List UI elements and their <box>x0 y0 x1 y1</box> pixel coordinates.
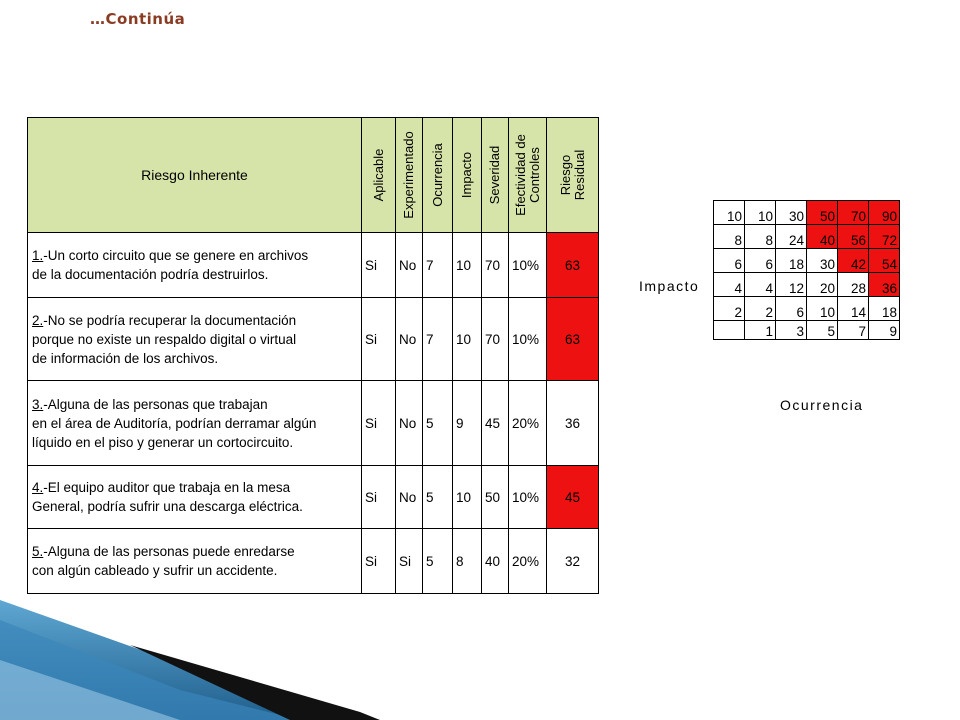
matrix-cell: 42 <box>838 249 869 273</box>
cell-impacto: 8 <box>453 529 482 594</box>
matrix-cell: 10 <box>714 201 745 225</box>
matrix-cell: 36 <box>869 273 900 297</box>
risk-number: 4. <box>32 480 44 495</box>
cell-impacto: 10 <box>453 298 482 381</box>
table-row <box>28 233 599 298</box>
risk-line: -No se podría recuperar la documentación <box>43 312 297 328</box>
cell-ocurrencia: 5 <box>423 381 453 466</box>
risk-number: 2. <box>32 312 44 328</box>
cell-severidad: 70 <box>482 298 509 381</box>
matrix-cell: 10 <box>807 297 838 321</box>
matrix-cell: 14 <box>838 297 869 321</box>
matrix-row <box>714 321 900 340</box>
risk-number: 3. <box>32 396 44 412</box>
matrix-row <box>714 201 900 225</box>
header-ocurrencia-text: Ocurrencia <box>429 143 445 207</box>
header-aplicable-text: Aplicable <box>370 148 386 202</box>
cell-severidad: 40 <box>482 529 509 594</box>
cell-efectividad: 10% <box>509 233 547 298</box>
matrix-cell: 70 <box>838 201 869 225</box>
risk-line: líquido en el piso y generar un cortocircuito. <box>32 434 294 450</box>
cell-impacto: 10 <box>453 233 482 298</box>
matrix-cell: 8 <box>745 225 776 249</box>
cell-riesgo-residual: 63 <box>547 298 599 381</box>
matrix-cell: 72 <box>869 225 900 249</box>
header-residual-text <box>559 150 587 201</box>
header-efectividad <box>509 118 547 233</box>
cell-aplicable: Si <box>362 233 396 298</box>
matrix-cell: 30 <box>776 201 807 225</box>
risk-line: -Alguna de las personas puede enredarse <box>43 544 295 559</box>
risk-matrix-grid <box>713 200 900 340</box>
cell-aplicable: Si <box>362 466 396 529</box>
header-severidad-text: Severidad <box>487 145 502 205</box>
table-row <box>28 298 599 381</box>
risk-line: con algún cableado y sufrir un accidente. <box>32 563 278 578</box>
matrix-row <box>714 273 900 297</box>
header-experimentado <box>396 118 423 233</box>
risk-description <box>28 466 362 529</box>
cell-experimentado: No <box>396 233 423 298</box>
risk-line: en el área de Auditoría, podrían derramar algún <box>32 415 317 431</box>
matrix-cell: 18 <box>869 297 900 321</box>
matrix-cell: 2 <box>745 297 776 321</box>
risk-line: General, podría sufrir una descarga eléctrica. <box>32 499 303 514</box>
header-ocurrencia <box>423 118 453 233</box>
matrix-row <box>714 249 900 273</box>
matrix-cell: 90 <box>869 201 900 225</box>
risk-table <box>27 117 599 594</box>
header-efectividad-line1: Efectividad de <box>512 134 528 216</box>
matrix-cell: 24 <box>776 225 807 249</box>
cell-ocurrencia: 5 <box>423 466 453 529</box>
cell-severidad: 70 <box>482 233 509 298</box>
matrix-cell: 50 <box>807 201 838 225</box>
cell-efectividad: 20% <box>509 529 547 594</box>
matrix-ocurrencia-label: Ocurrencia <box>780 397 864 413</box>
table-row <box>28 529 599 594</box>
cell-ocurrencia: 7 <box>423 233 453 298</box>
matrix-impacto-label: Impacto <box>639 278 700 294</box>
header-experimentado-text: Experimentado <box>401 131 416 219</box>
risk-line: -Un corto circuito que se genere en archivos <box>43 248 309 263</box>
matrix-cell: 6 <box>714 249 745 273</box>
risk-number: 5. <box>32 544 44 559</box>
matrix-cell: 3 <box>776 321 807 340</box>
table-header-row <box>28 118 599 233</box>
matrix-cell: 12 <box>776 273 807 297</box>
cell-aplicable: Si <box>362 298 396 381</box>
header-impacto <box>453 118 482 233</box>
cell-efectividad: 10% <box>509 298 547 381</box>
risk-description <box>28 298 362 381</box>
risk-line: de información de los archivos. <box>32 350 219 366</box>
header-residual-line2: Residual <box>571 149 587 201</box>
matrix-cell: 9 <box>869 321 900 340</box>
cell-severidad: 45 <box>482 381 509 466</box>
header-residual-line1: Riesgo <box>557 154 573 196</box>
cell-riesgo-residual: 36 <box>547 381 599 466</box>
matrix-cell: 6 <box>776 297 807 321</box>
matrix-cell: 18 <box>776 249 807 273</box>
matrix-cell: 28 <box>838 273 869 297</box>
matrix-cell: 6 <box>745 249 776 273</box>
matrix-cell: 10 <box>745 201 776 225</box>
cell-experimentado: No <box>396 298 423 381</box>
matrix-cell: 56 <box>838 225 869 249</box>
cell-aplicable: Si <box>362 381 396 466</box>
continua-heading: …Continúa <box>90 10 186 28</box>
cell-aplicable: Si <box>362 529 396 594</box>
risk-number: 1. <box>32 248 44 263</box>
matrix-cell <box>714 321 745 340</box>
table-row <box>28 381 599 466</box>
cell-efectividad: 10% <box>509 466 547 529</box>
cell-efectividad: 20% <box>509 381 547 466</box>
cell-riesgo-residual: 45 <box>547 466 599 529</box>
matrix-cell: 4 <box>714 273 745 297</box>
header-impacto-text: Impacto <box>459 151 474 199</box>
cell-impacto: 10 <box>453 466 482 529</box>
cell-riesgo-residual: 32 <box>547 529 599 594</box>
risk-line: -Alguna de las personas que trabajan <box>43 396 268 412</box>
header-efectividad-line2: Controles <box>526 147 542 203</box>
matrix-cell: 20 <box>807 273 838 297</box>
matrix-row <box>714 297 900 321</box>
header-riesgo-inherente: Riesgo Inherente <box>28 118 362 233</box>
header-riesgo-residual <box>547 118 599 233</box>
risk-line: -El equipo auditor que trabaja en la mesa <box>43 480 291 495</box>
cell-experimentado: No <box>396 466 423 529</box>
risk-matrix <box>713 200 900 340</box>
risk-line: porque no existe un respaldo digital o virtual <box>32 331 297 347</box>
risk-description <box>28 381 362 466</box>
header-severidad <box>482 118 509 233</box>
matrix-cell: 1 <box>745 321 776 340</box>
matrix-cell: 5 <box>807 321 838 340</box>
matrix-cell: 40 <box>807 225 838 249</box>
decorative-swoosh <box>0 590 960 720</box>
risk-line: de la documentación podría destruirlos. <box>32 267 269 282</box>
cell-ocurrencia: 5 <box>423 529 453 594</box>
risk-description <box>28 529 362 594</box>
risk-description <box>28 233 362 298</box>
matrix-row <box>714 225 900 249</box>
matrix-cell: 7 <box>838 321 869 340</box>
matrix-cell: 4 <box>745 273 776 297</box>
matrix-cell: 54 <box>869 249 900 273</box>
matrix-cell: 30 <box>807 249 838 273</box>
table-row <box>28 466 599 529</box>
header-efectividad-text <box>514 134 542 216</box>
cell-experimentado: No <box>396 381 423 466</box>
cell-severidad: 50 <box>482 466 509 529</box>
matrix-cell: 8 <box>714 225 745 249</box>
cell-riesgo-residual: 63 <box>547 233 599 298</box>
cell-ocurrencia: 7 <box>423 298 453 381</box>
cell-experimentado: Si <box>396 529 423 594</box>
header-aplicable <box>362 118 396 233</box>
matrix-cell: 2 <box>714 297 745 321</box>
cell-impacto: 9 <box>453 381 482 466</box>
